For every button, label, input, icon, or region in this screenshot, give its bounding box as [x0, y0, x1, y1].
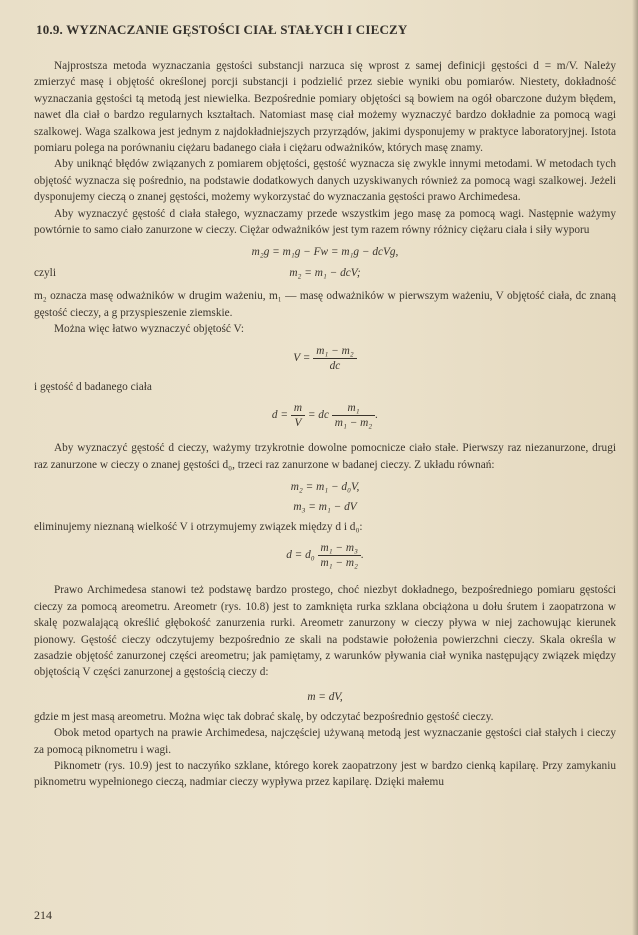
paragraph-5: Można więc łatwo wyznaczyć objętość V:	[54, 323, 244, 336]
equation-4	[34, 401, 616, 430]
eq7-fraction	[318, 541, 361, 570]
equation-5: m₂ = m₁ − d₀V,	[290, 480, 360, 493]
eq7-end: .	[360, 549, 364, 562]
eq4-fraction-2	[332, 401, 375, 430]
paragraph-12: Piknometr (rys. 10.9) jest to naczyńko szklane, którego korek zaopatrzony jest w bardzo cienką kapilarę. Przy zamykaniu piknometru wypełnionego cieczą, nadmiar cieczy wypływa przez kapilarę. Dzięki małemu	[34, 759, 616, 789]
equation-1: m₂g = m₁g − Fw = m₁g − dcVg,	[251, 246, 399, 259]
eq7-lhs: d = d₀	[286, 549, 315, 562]
section-heading: 10.9. WYZNACZANIE GĘSTOŚCI CIAŁ STAŁYCH I CIECZY	[36, 22, 408, 37]
eq4-denominator-2: m₁ − m₂	[332, 415, 375, 430]
equation-2-row	[34, 264, 616, 282]
page-edge-shadow	[632, 0, 638, 935]
eq3-lhs: V =	[293, 351, 311, 364]
eq3-fraction	[313, 344, 356, 373]
eq7-numerator: m₁ − m₃	[320, 542, 358, 555]
eq4-lhs: d =	[271, 409, 289, 422]
eq4-end: .	[375, 409, 379, 422]
eq3-denominator: dc	[313, 358, 356, 373]
equation-2: m₂ = m₁ − dcV;	[289, 267, 361, 280]
paragraph-7: Aby wyznaczyć gęstość d cieczy, ważymy trzykrotnie dowolne pomocnicze ciało stałe. Pierwszy raz niezanurzone, drugi raz zanurzone w cieczy o znanej gęstości d₀, trzeci raz zanurzone w badanej cieczy. Z układu równań:	[34, 442, 616, 471]
paragraph-2: Aby uniknąć błędów związanych z pomiarem objętości, gęstość wyznacza się zwykle innymi metodami. W metodach tych objętość wyznacza się pośrednio, na podstawie dodatkowych danych uzyskiwanych również za pomocą wagi szalkowej. Jeżeli dysponujemy cieczą o znanej gęstości, możemy wykorzystać do wyznaczania gęstości prawo Archimedesa.	[34, 158, 616, 204]
paragraph-10: gdzie m jest masą areometru. Można więc tak dobrać skalę, by odczytać bezpośrednio gęstość cieczy.	[34, 710, 494, 723]
equation-7	[34, 541, 616, 570]
equation-3	[34, 344, 616, 373]
paragraph-6: i gęstość d badanego ciała	[34, 380, 152, 393]
paragraph-4: m₂ oznacza masę odważników w drugim ważeniu, m₁ — masę odważników w pierwszym ważeniu, V objętość ciała, dc znaną gęstość cieczy, a g przyspieszenie ziemskie.	[34, 290, 616, 319]
eq4-numerator-1: m	[293, 402, 303, 415]
paragraph-11: Obok metod opartych na prawie Archimedesa, najczęściej używaną metodą jest wyznaczanie gęstości ciał stałych i cieczy za pomocą piknometru i wagi.	[34, 727, 616, 756]
paragraph-3: Aby wyznaczyć gęstość d ciała stałego, wyznaczamy przede wszystkim jego masę za pomocą wagi. Następnie ważymy powtórnie to samo ciało zanurzone w cieczy. Ciężar odważników jest tym razem równy różnicy ciężaru ciała i siły wyporu	[34, 207, 616, 237]
eq4-fraction-1	[291, 401, 305, 430]
eq4-denominator-1: V	[291, 415, 305, 430]
equation-8: m = dV,	[307, 690, 343, 703]
eq3-numerator: m₁ − m₂	[316, 344, 354, 357]
czyli-label: czyli	[34, 267, 56, 280]
page-number: 214	[34, 908, 52, 922]
eq4-mid: = dc	[307, 409, 329, 422]
eq4-numerator-2: m₁	[347, 402, 360, 415]
paragraph-1: Najprostsza metoda wyznaczania gęstości substancji narzuca się wprost z samej definicji gęstości d = m/V. Należy zmierzyć masę i objętość określonej porcji substancji i podzielić przez siebie wyniki obu pomiarów. Niestety, dokładność wyznaczania gęstości tą metodą jest niewielka. Bezpośrednie pomiary objętości są bowiem na ogół obarczone dużym błędem, nawet dla ciał o bardzo regularnych kształtach. Natomiast masę ciał możemy wyznaczyć bardzo dokładnie za pomocą wagi szalkowej. Waga szalkowa jest jednym z najdokładniejszych przyrządów, jakimi dysponujemy w praktyce laboratoryjnej. Istota pomiaru polega na porównaniu ciężaru badanego ciała i ciężaru odważników, których masę znamy.	[34, 60, 616, 155]
equation-6: m₃ = m₁ − dV	[293, 500, 357, 513]
paragraph-9: Prawo Archimedesa stanowi też podstawę bardzo prostego, choć niezbyt dokładnego, bezpośredniego pomiaru gęstości cieczy za pomocą areometru. Areometr (rys. 10.8) jest to zamknięta rurka szklana obciążona u dołu śrutem i zaopatrzona w skalę pozwalającą określić głębokość zanurzenia rurki. Areometr zanurzony w cieczy pływa w niej zachowując kierunek pionowy. Gęstość cieczy odczytujemy bezpośrednio ze skali na podstawie położenia powierzchni cieczy. Skala określa w zasadzie objętość zanurzonej części areometru; jak pamiętamy, z warunków pływania ciał wynika następujący związek między objętością V części zanurzonej a gęstością cieczy d:	[34, 584, 616, 679]
eq7-denominator: m₁ − m₂	[318, 555, 361, 570]
paragraph-8: eliminujemy nieznaną wielkość V i otrzymujemy związek między d i d₀:	[34, 520, 363, 533]
